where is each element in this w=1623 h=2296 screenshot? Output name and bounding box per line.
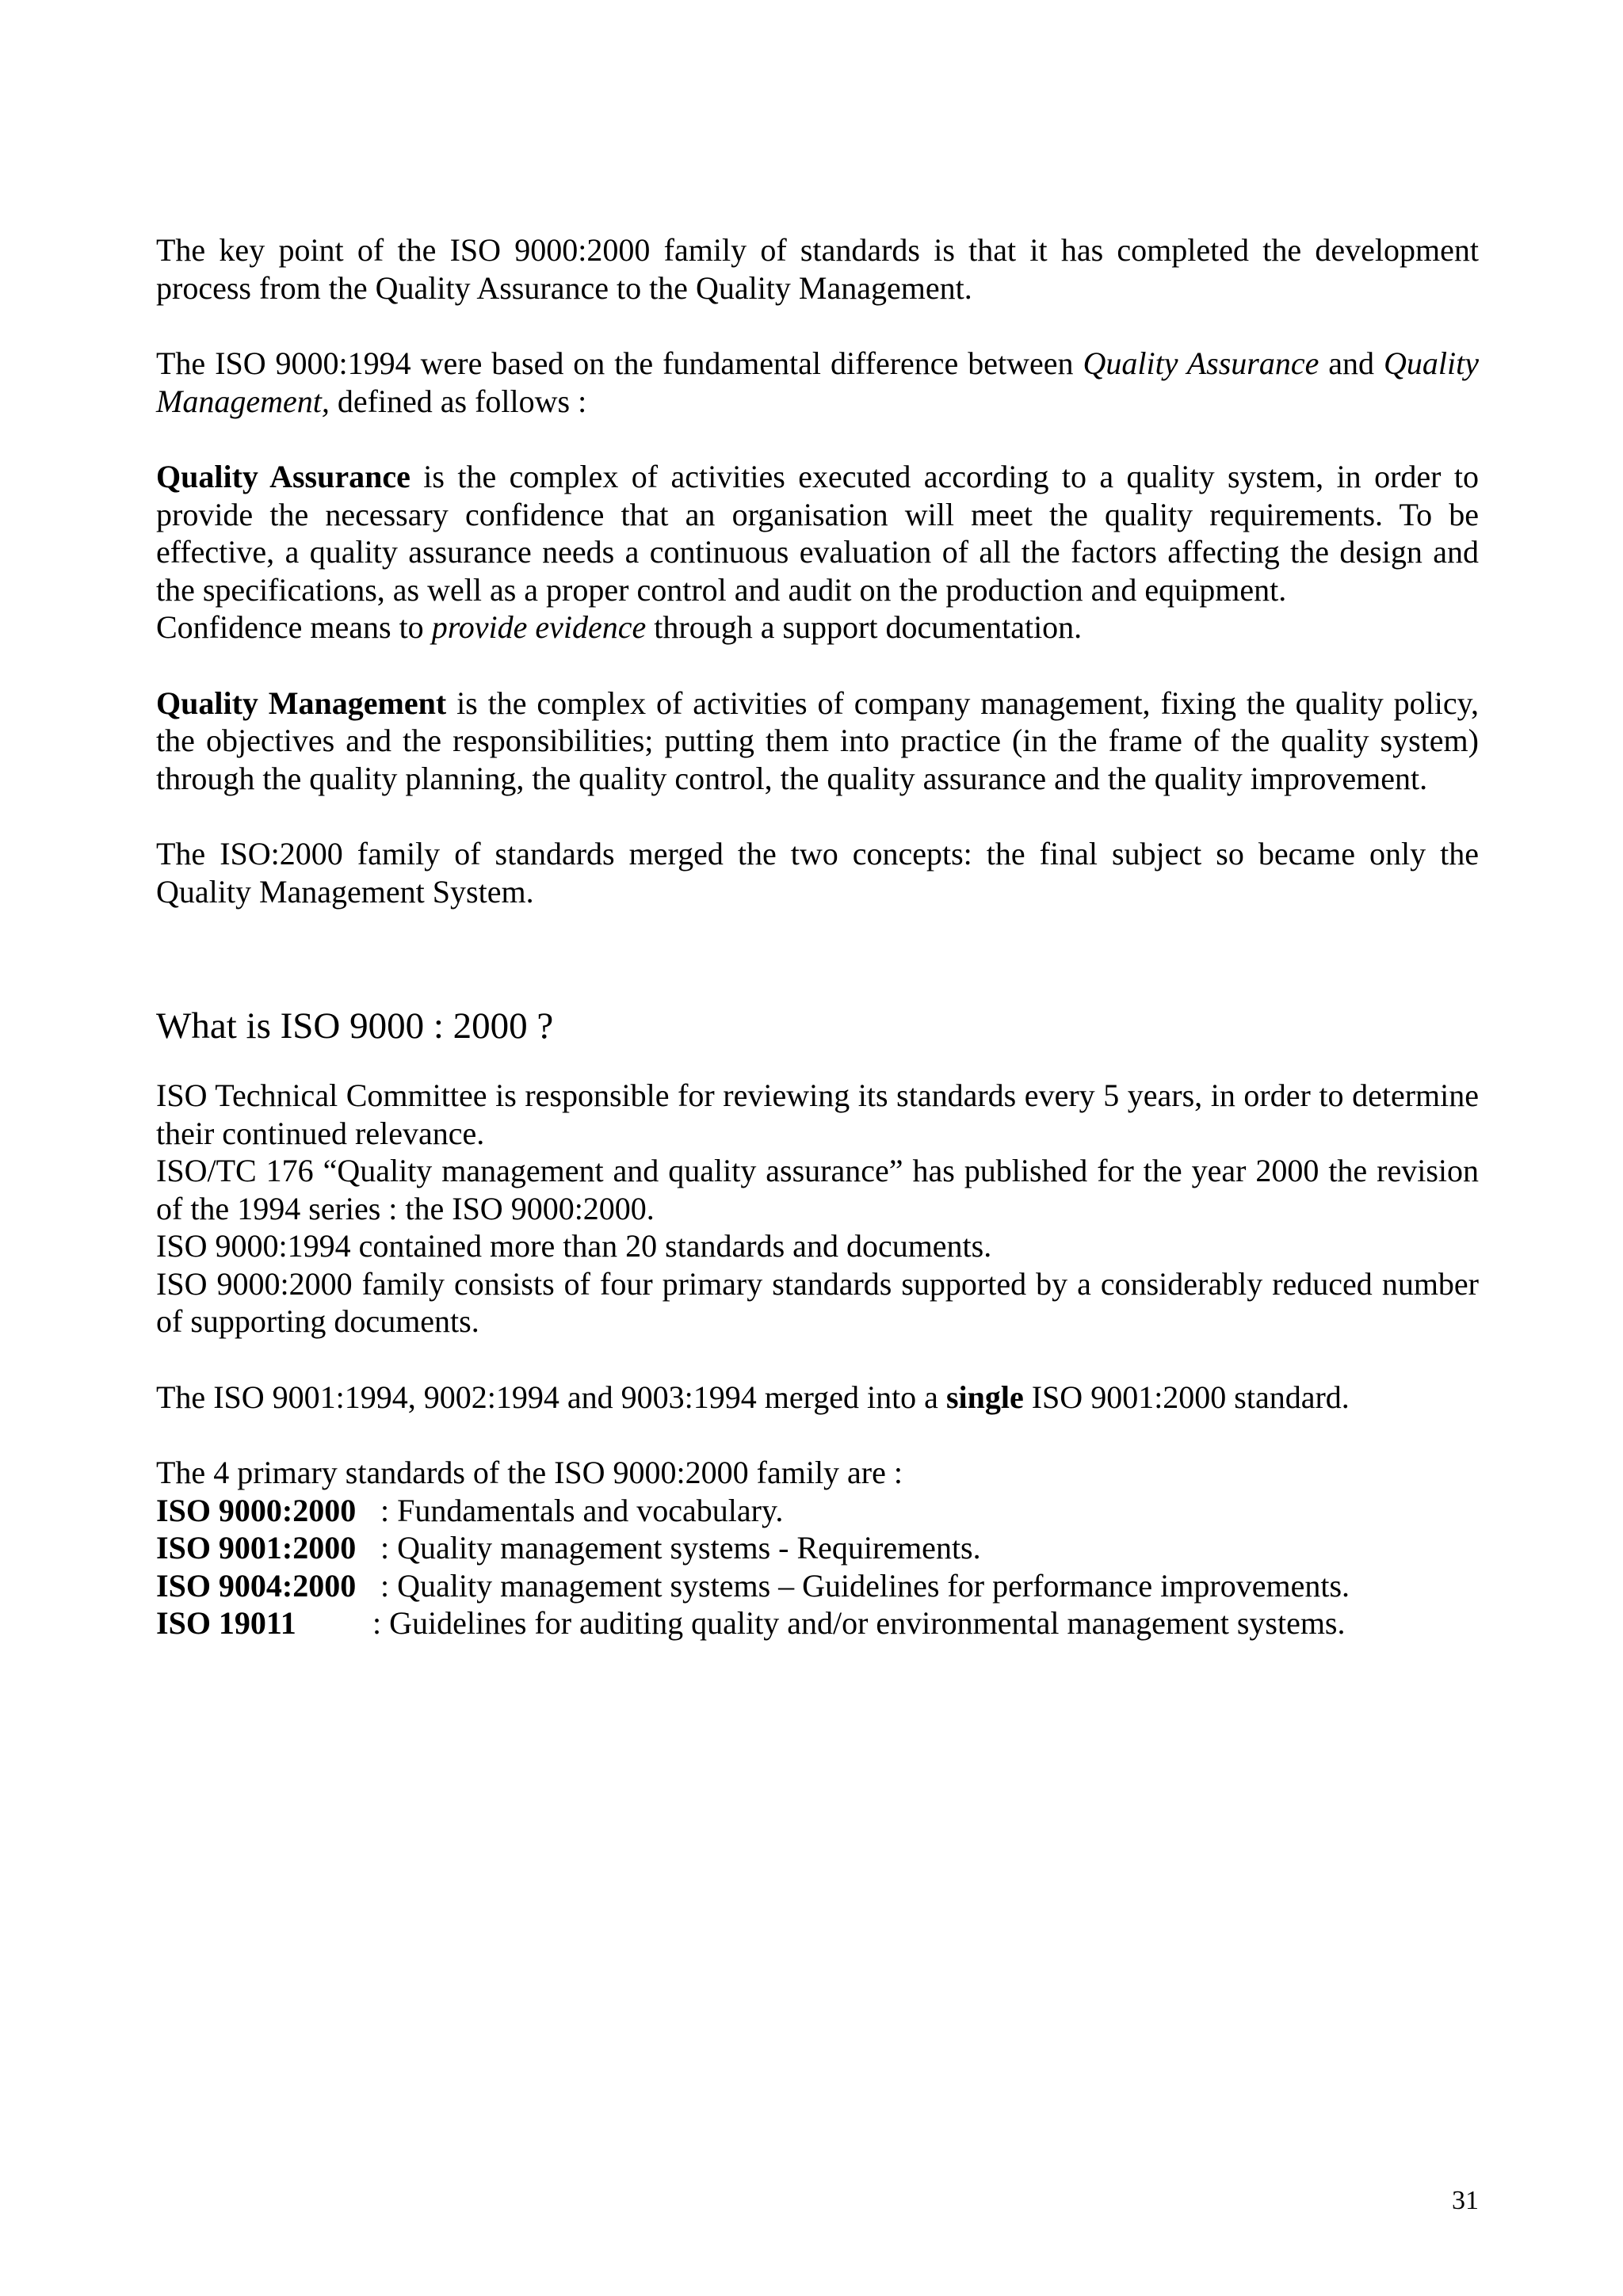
qa-italic-term: Quality Assurance bbox=[1083, 345, 1319, 381]
merged-concepts-text: The ISO:2000 family of standards merged the two concepts: the final subject so became only the Quality Management System. bbox=[156, 836, 1479, 910]
single-bold: single bbox=[945, 1379, 1024, 1415]
page-content bbox=[156, 231, 1479, 1642]
standards-list-intro: The 4 primary standards of the ISO 9000:2000 family are : bbox=[156, 1455, 903, 1490]
primary-standards-list bbox=[156, 1454, 1479, 1642]
defined-text: defined as follows : bbox=[329, 383, 587, 419]
intro-paragraph bbox=[156, 231, 1479, 307]
qm-term: Quality Management bbox=[156, 685, 447, 721]
confidence-tail: through a support documentation. bbox=[646, 609, 1083, 645]
tc176-sentence: ISO/TC 176 “Quality management and quality assurance” has published for the year 2000 the revision of the 1994 series : the ISO 9000:2000. bbox=[156, 1153, 1479, 1226]
merge-paragraph bbox=[156, 1379, 1479, 1417]
iso1994-count-sentence: ISO 9000:1994 contained more than 20 standards and documents. bbox=[156, 1228, 992, 1264]
standard-code: ISO 9000:2000 bbox=[156, 1492, 357, 1528]
section-heading-wrap bbox=[156, 1004, 1479, 1048]
standard-description: : Quality management systems – Guidelines for performance improvements. bbox=[372, 1567, 1350, 1604]
iso-overview-paragraph bbox=[156, 1077, 1479, 1341]
page-number: 31 bbox=[1452, 2186, 1479, 2215]
qm-definition: is the complex of activities of company management, fixing the quality policy, the objectives and the responsibilities; putting them into practice (in the frame of the quality system) through the quality planning, the quality control, the quality assurance and the quality improvement. bbox=[156, 685, 1479, 796]
standard-description: : Fundamentals and vocabulary. bbox=[372, 1492, 784, 1528]
list-item bbox=[156, 1604, 1479, 1642]
qa-definition: is the complex of activities executed according to a quality system, in order to provide the necessary confidence that an organisation will meet the quality requirements. To be effective, a quality assurance needs a continuous evaluation of all the factors affecting the design and the specifications, as well as a proper control and audit on the production and equipment. bbox=[156, 459, 1479, 608]
confidence-lead: Confidence means to bbox=[156, 609, 432, 645]
iso1994-lead: The ISO 9000:1994 were based on the fundamental difference between bbox=[156, 345, 1083, 381]
iso2000-family-sentence: ISO 9000:2000 family consists of four primary standards supported by a considerably reduced number of supporting documents. bbox=[156, 1265, 1479, 1339]
standard-description: : Quality management systems - Requirements. bbox=[372, 1530, 981, 1566]
merge-tail: ISO 9001:2000 standard. bbox=[1023, 1379, 1350, 1415]
qm-italic-term: Quality Management, bbox=[156, 345, 1479, 419]
qa-term: Quality Assurance bbox=[156, 459, 411, 494]
intro-text: The key point of the ISO 9000:2000 family of standards is that it has completed the development process from the Quality Assurance to the Quality Management. bbox=[156, 232, 1479, 306]
standard-description: : Guidelines for auditing quality and/or environmental management systems. bbox=[372, 1605, 1346, 1641]
list-item bbox=[156, 1529, 1479, 1567]
quality-management-paragraph bbox=[156, 685, 1479, 798]
quality-assurance-paragraph bbox=[156, 458, 1479, 646]
provide-evidence-italic: provide evidence bbox=[431, 609, 647, 645]
standard-code: ISO 9004:2000 bbox=[156, 1567, 357, 1604]
section-heading: What is ISO 9000 : 2000 ? bbox=[156, 1005, 554, 1047]
list-item bbox=[156, 1492, 1479, 1530]
committee-sentence: ISO Technical Committee is responsible for reviewing its standards every 5 years, in order to determine their continued relevance. bbox=[156, 1077, 1479, 1151]
standard-code: ISO 19011 bbox=[156, 1605, 296, 1641]
merged-concepts-paragraph bbox=[156, 835, 1479, 910]
list-item bbox=[156, 1567, 1479, 1605]
iso1994-paragraph bbox=[156, 345, 1479, 420]
and-text: and bbox=[1319, 345, 1384, 381]
confidence-line bbox=[156, 608, 1479, 646]
standard-code: ISO 9001:2000 bbox=[156, 1530, 357, 1566]
merge-lead: The ISO 9001:1994, 9002:1994 and 9003:1994 merged into a bbox=[156, 1379, 946, 1415]
